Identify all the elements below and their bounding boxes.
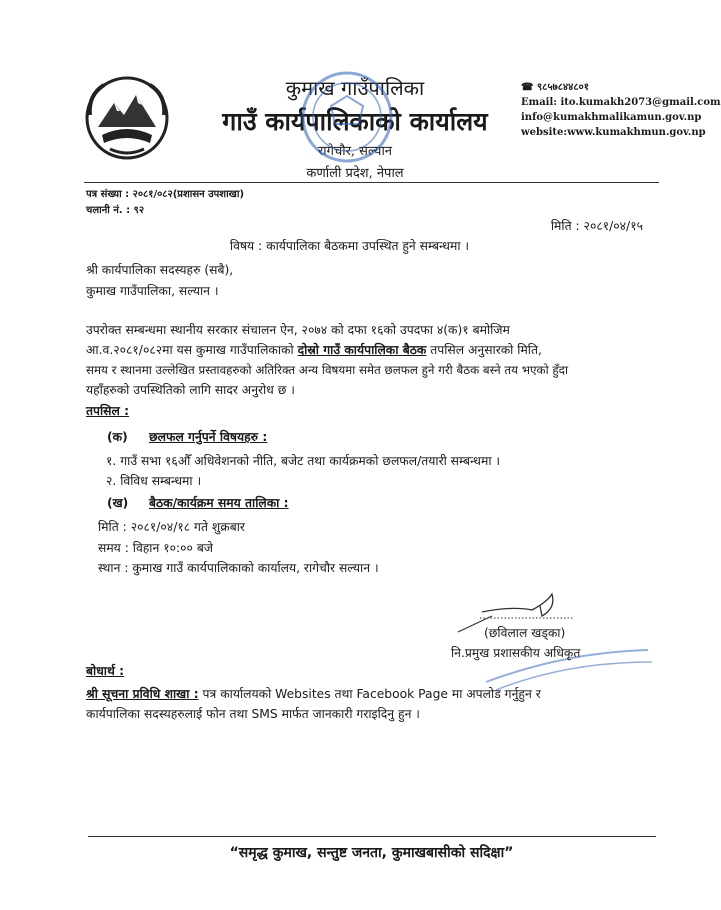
- body-line-2: [86, 341, 662, 360]
- body-line-2-start: आ.व.२०८१/०८२मा यस कुमाख गाउँपालिकाको: [86, 343, 294, 357]
- letter-date: मिति : २०८१/०४/१५: [550, 219, 643, 233]
- section-b-title: बैठक/कार्यक्रम समय तालिका :: [149, 496, 289, 510]
- province-name: कर्णाली प्रदेश, नेपाल: [306, 166, 404, 181]
- letter-number: पत्र संख्या : २०८१/०८२(प्रशासन उपशाखा): [86, 189, 245, 200]
- header-divider: [84, 182, 659, 183]
- body-line-3: समय र स्थानमा उल्लेखित प्रस्तावहरुको अतिरिक्त अन्य विषयमा समेत छलफल हुने गरी बैठक बस्ने तय भएको हुँदा: [86, 363, 568, 377]
- addressee-line-2: कुमाख गाउँपालिका, सल्यान ।: [86, 284, 219, 298]
- cc-recipient: श्री सूचना प्रविधि शाखा :: [86, 687, 199, 701]
- schedule-date: मिति : २०८१/०४/१८ गते शुक्रबार: [98, 520, 245, 534]
- addressee-line-1: श्री कार्यपालिका सदस्यहरु (सबै),: [86, 263, 234, 277]
- signatory-name: (छविलाल खड्का): [484, 626, 566, 640]
- signatory-title: नि.प्रमुख प्रशासकीय अधिकृत: [451, 646, 581, 660]
- contact-block: [521, 80, 721, 140]
- municipality-name: कुमाख गाउँपालिका: [285, 76, 425, 100]
- office-name: गाउँ कार्यपालिकाको कार्यालय: [222, 107, 488, 136]
- phone-number: ☎ ९८५७८४४८०१: [521, 82, 589, 93]
- cc-line-2: कार्यपालिका सदस्यहरुलाई फोन तथा SMS मार्फत जानकारी गराइदिनु हुन ।: [86, 707, 420, 721]
- cc-line-1: [86, 685, 666, 704]
- footer-slogan: “समृद्ध कुमाख, सन्तुष्ट जनता, कुमाखबासीको सदिक्षा”: [229, 845, 514, 861]
- agenda-item-1: १. गाउँ सभा १६औँ अधिवेशनको नीति, बजेट तथा कार्यक्रमको छलफल/तयारी सम्बन्धमा ।: [106, 454, 501, 468]
- email-secondary: info@kumakhmalikamun.gov.np: [521, 112, 702, 123]
- cc-instruction-start: पत्र कार्यालयको Websites तथा Facebook Page मा अपलोड गर्नुहुन र: [202, 687, 541, 701]
- email-primary: Email: ito.kumakh2073@gmail.com: [521, 97, 721, 108]
- government-emblem-logo: [84, 75, 170, 161]
- meeting-name: दोस्रो गाउँ कार्यपालिका बैठक: [297, 343, 427, 357]
- section-b-marker: (ख): [107, 496, 129, 510]
- schedule-time: समय : विहान १०:०० बजे: [98, 541, 214, 555]
- office-location: रागेचौर, सल्यान: [317, 144, 393, 159]
- agenda-item-2: २. विविध सम्बन्धमा ।: [106, 474, 202, 488]
- footer-divider: [88, 836, 656, 837]
- details-heading: तपसिल :: [86, 404, 130, 418]
- section-a-marker: (क): [107, 430, 128, 444]
- dispatch-number: चलानी नं. : ९२: [86, 205, 145, 216]
- body-line-1: उपरोक्त सम्बन्धमा स्थानीय सरकार संचालन ऐन, २०७४ को दफा १६को उपदफा ४(क)१ बमोजिम: [86, 323, 510, 337]
- schedule-venue: स्थान : कुमाख गाउँ कार्यपालिकाको कार्यालय, रागेचौर सल्यान ।: [98, 561, 379, 575]
- body-line-2-end: तपसिल अनुसारको मिति,: [430, 343, 542, 357]
- cc-heading: बोधार्थ :: [86, 664, 125, 678]
- office-stamp: [297, 66, 397, 168]
- letter-subject: विषय : कार्यपालिका बैठकमा उपस्थित हुने सम्बन्धमा ।: [229, 239, 470, 253]
- body-line-4: यहाँहरुको उपस्थितिको लागि सादर अनुरोध छ ।: [86, 383, 295, 397]
- website: website:www.kumakhmun.gov.np: [521, 127, 706, 138]
- section-a-title: छलफल गर्नुपर्ने विषयहरु :: [149, 430, 268, 444]
